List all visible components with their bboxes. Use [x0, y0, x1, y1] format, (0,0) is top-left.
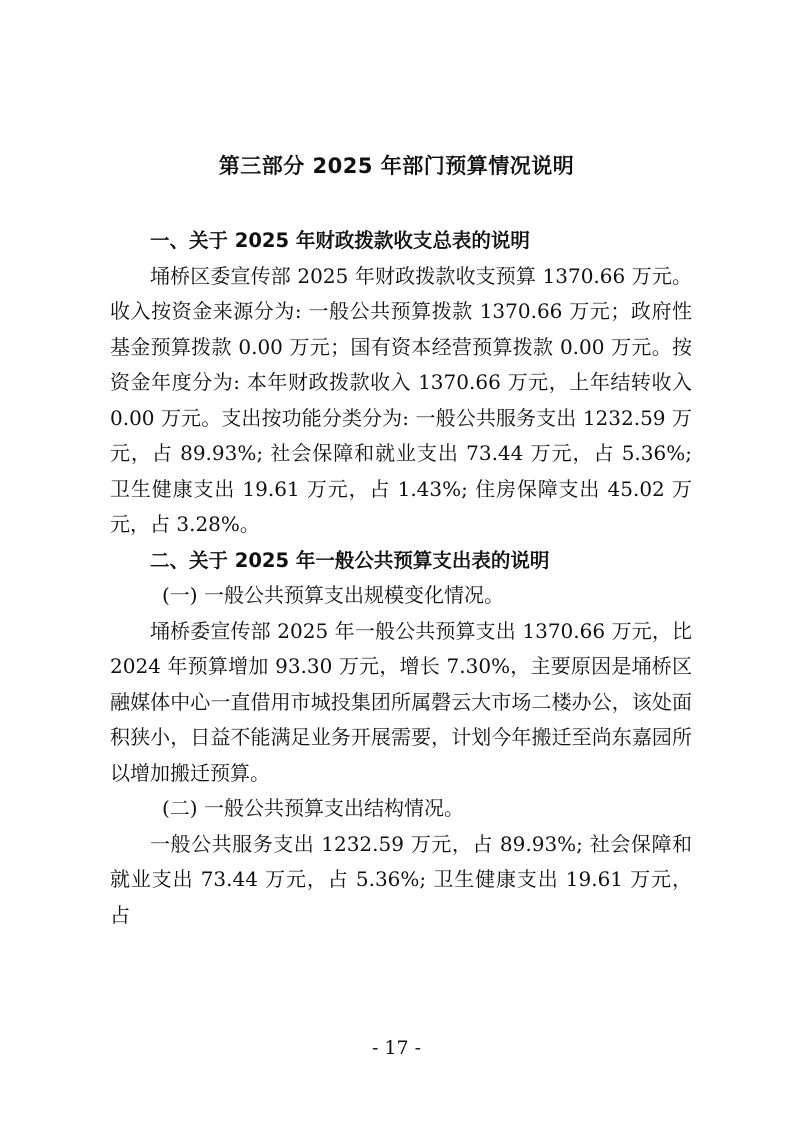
section2-sub2-heading: (二) 一般公共预算支出结构情况。 [162, 796, 464, 820]
page-number: - 17 - [371, 1037, 422, 1059]
section2-heading: 二、关于 2025 年一般公共预算支出表的说明 [150, 548, 550, 572]
document-body [110, 223, 692, 933]
section2-sub1-heading: (一) 一般公共预算支出规模变化情况。 [162, 583, 504, 607]
section2-sub2-paragraph: 一般公共服务支出 1232.59 万元，占 89.93%; 社会保障和就业支出 73.44 万元，占 5.36%; 卫生健康支出 19.61 万元，占 [110, 831, 692, 927]
section2-sub1-paragraph: 埇桥委宣传部 2025 年一般公共预算支出 1370.66 万元，比 2024 年预算增加 93.30 万元，增长 7.30%，主要原因是埇桥区融媒体中心一直借用市城投集团所属磬云大市场二楼办公，该处面积狭小，日益不能满足业务开展需要，计划今年搬迁至尚东嘉园所以增加搬迁预算。 [110, 618, 692, 785]
page-title: 第三部分 2025 年部门预算情况说明 [218, 154, 575, 178]
section1-heading: 一、关于 2025 年财政拨款收支总表的说明 [150, 229, 530, 252]
section1-paragraph: 埇桥区委宣传部 2025 年财政拨款收支预算 1370.66 万元。收入按资金来源分为: 一般公共预算拨款 1370.66 万元；政府性基金预算拨款 0.00 万元；国有资本经营预算拨款 0.00 万元。按资金年度分为: 本年财政拨款收入 1370.66 万元，上年结转收入 0.00 万元。支出按功能分类分为: 一般公共服务支出 1232.59 万元，占 89.93%; 社会保障和就业支出 73.44 万元，占 5.36%; 卫生健康支出 19.61 万元，占 1.43%; 住房保障支出 45.02 万元，占 3.28%。 [110, 263, 692, 536]
